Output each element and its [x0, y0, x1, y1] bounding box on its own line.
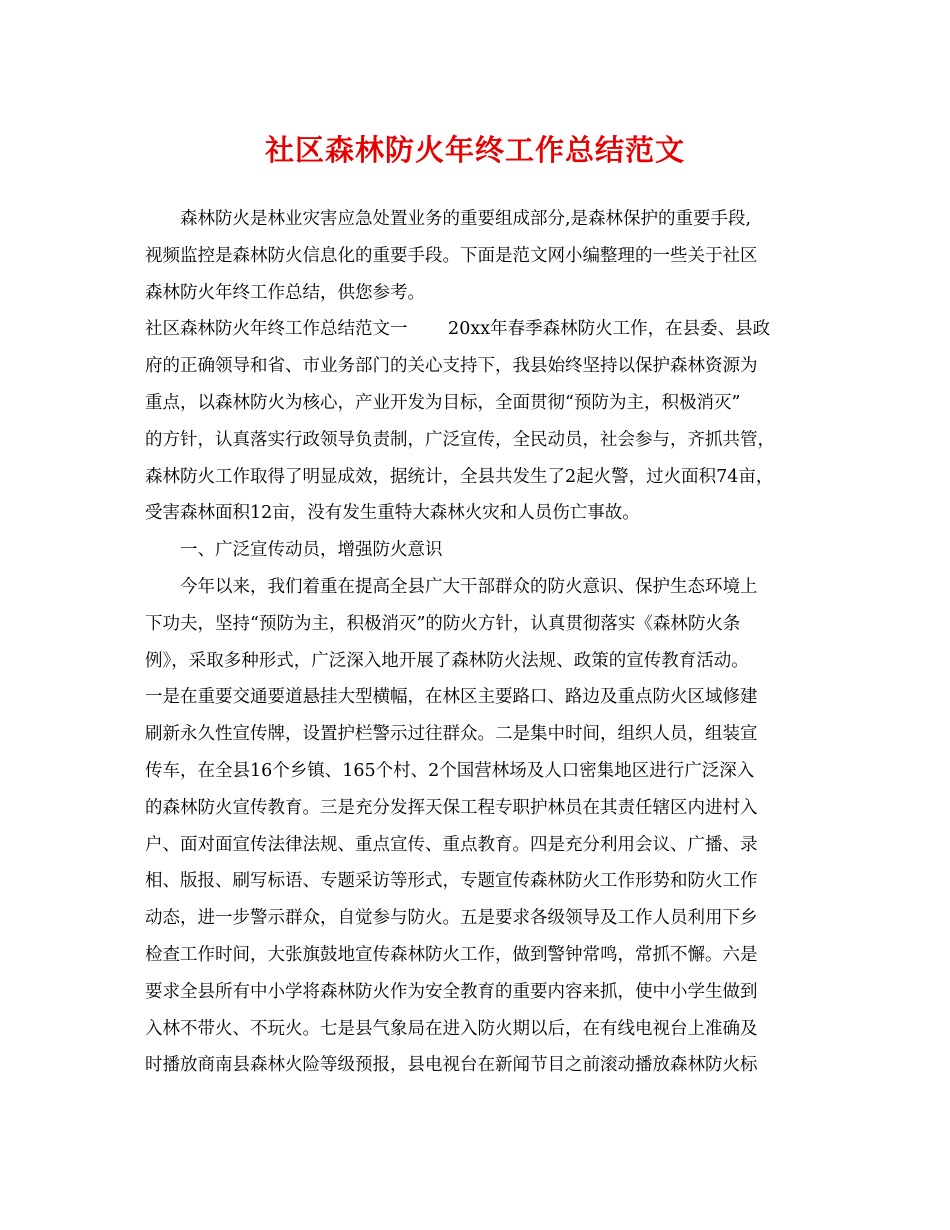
paragraph-line: 的森林防火宣传教育。三是充分发挥天保工程专职护林员在其责任辖区内进村入 [145, 797, 758, 818]
paragraph-line: 例》，采取多种形式，广泛深入地开展了森林防火法规、政策的宣传教育活动。 [145, 650, 749, 671]
section-heading: 一、广泛宣传动员，增强防火意识 [145, 540, 443, 561]
paragraph-line: 森林防火年终工作总结，供您参考。 [145, 282, 425, 303]
paragraph-line: 社区森林防火年终工作总结范文一 20xx年春季森林防火工作，在县委、县政 [145, 319, 771, 340]
document-title: 社区森林防火年终工作总结范文 [264, 133, 685, 167]
paragraph-line: 传车，在全县16个乡镇、165个村、2个国营林场及人口密集地区进行广泛深入 [145, 760, 755, 781]
paragraph-line: 要求全县所有中小学将森林防火作为安全教育的重要内容来抓，使中小学生做到 [145, 981, 758, 1002]
paragraph-line: 时播放商南县森林火险等级预报，县电视台在新闻节目之前滚动播放森林防火标 [145, 1055, 758, 1076]
paragraph-line: 相、版报、刷写标语、专题采访等形式，专题宣传森林防火工作形势和防火工作 [145, 871, 758, 892]
paragraph-line: 府的正确领导和省、市业务部门的关心支持下，我县始终坚持以保护森林资源为 [145, 356, 758, 377]
paragraph-line: 重点，以森林防火为核心，产业开发为目标，全面贯彻“预防为主，积极消灭” [145, 392, 741, 413]
paragraph-line: 今年以来，我们着重在提高全县广大干部群众的防火意识、保护生态环境上 [145, 576, 758, 597]
paragraph-line: 视频监控是森林防火信息化的重要手段。下面是范文网小编整理的一些关于社区 [145, 245, 758, 266]
document-body [145, 201, 810, 1084]
paragraph-line: 刷新永久性宣传牌，设置护栏警示过往群众。二是集中时间，组织人员，组装宣 [145, 724, 758, 745]
paragraph-line: 检查工作时间，大张旗鼓地宣传森林防火工作，做到警钟常鸣，常抓不懈。六是 [145, 944, 758, 965]
paragraph-line: 下功夫，坚持“预防为主，积极消灭”的防火方针，认真贯彻落实《森林防火条 [145, 613, 741, 634]
paragraph-line: 的方针，认真落实行政领导负责制，广泛宣传，全民动员，社会参与，齐抓共管， [145, 429, 775, 450]
paragraph-line: 森林防火是林业灾害应急处置业务的重要组成部分,是森林保护的重要手段, [145, 209, 752, 229]
paragraph-line: 森林防火工作取得了明显成效，据统计，全县共发生了2起火警，过火面积74亩， [145, 466, 774, 487]
paragraph-line: 入林不带火、不玩火。七是县气象局在进入防火期以后，在有线电视台上准确及 [145, 1018, 758, 1039]
paragraph-line: 一是在重要交通要道悬挂大型横幅，在林区主要路口、路边及重点防火区域修建 [145, 687, 758, 708]
paragraph-line: 受害森林面积12亩，没有发生重特大森林火灾和人员伤亡事故。 [145, 503, 640, 524]
paragraph-line: 户、面对面宣传法律法规、重点宣传、重点教育。四是充分利用会议、广播、录 [145, 834, 758, 855]
paragraph-line: 动态，进一步警示群众，自觉参与防火。五是要求各级领导及工作人员利用下乡 [145, 908, 758, 929]
